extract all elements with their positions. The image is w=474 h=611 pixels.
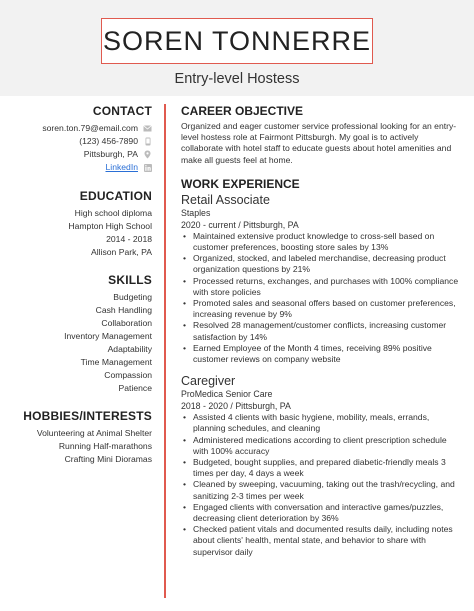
- skill-item: Budgeting: [113, 292, 152, 302]
- bullet-item: • Assisted 4 clients with basic hygiene, mobility, meals, errands, planning schedules, and cleaning: [193, 412, 461, 434]
- bullet-item: • Budgeted, bought supplies, and prepared diabetic-friendly meals 3 times per day, 4 days a week: [193, 457, 461, 479]
- bullet-item: • Maintained extensive product knowledge to cross-sell based on customer preferences, boosting store sales by 13%: [193, 231, 461, 253]
- education-heading: EDUCATION: [79, 189, 152, 203]
- linkedin-icon: [143, 163, 152, 172]
- candidate-name: SOREN TONNERRE: [102, 25, 372, 56]
- skill-item: Patience: [118, 383, 152, 393]
- job-company: ProMedica Senior Care: [181, 389, 273, 400]
- hobby-item: Running Half-marathons: [58, 441, 152, 451]
- job-entry: [181, 374, 461, 558]
- job-location: Pittsburgh, PA: [235, 401, 291, 412]
- phone-icon: [143, 137, 152, 146]
- bullet-item: • Earned Employee of the Month 4 times, receiving 89% positive customer reviews on company website: [193, 343, 461, 365]
- contact-heading: CONTACT: [92, 104, 152, 118]
- phone-text: (123) 456-7890: [79, 136, 138, 146]
- job-bullets: [181, 231, 461, 365]
- education-degree: High school diploma: [74, 208, 152, 218]
- education-location: Allison Park, PA: [91, 247, 152, 257]
- job-company: Staples: [181, 207, 211, 218]
- skill-item: Cash Handling: [95, 305, 152, 315]
- bullet-item: • Cleaned by sweeping, vacuuming, taking out the trash/recycling, and sanitizing 2-3 times per week: [193, 479, 461, 501]
- contact-email: [0, 122, 152, 135]
- bullet-item: • Checked patient vitals and documented results daily, including notes about clients' health, mental state, and behavior to share with supervisor daily: [193, 524, 461, 558]
- skill-item: Adaptability: [107, 344, 152, 354]
- email-text: soren.ton.79@email.com: [42, 123, 138, 133]
- skills-heading: SKILLS: [108, 273, 152, 287]
- job-bullets: [181, 412, 461, 558]
- skill-item: Collaboration: [101, 318, 152, 328]
- bullet-item: • Engaged clients with conversation and interactive games/puzzles, decreasing client deterioration by 36%: [193, 502, 461, 524]
- experience-heading: WORK EXPERIENCE: [181, 176, 300, 191]
- bullet-item: • Promoted sales and seasonal offers based on customer preferences, increasing revenue by 9%: [193, 298, 461, 320]
- contact-phone: [0, 135, 152, 148]
- bullet-item: • Resolved 28 management/customer conflicts, increasing customer satisfaction by 14%: [193, 320, 461, 342]
- name-box: [101, 18, 373, 64]
- job-dates-location: 2018 - 2020 / Pittsburgh, PA: [181, 401, 291, 412]
- envelope-icon: [143, 124, 152, 133]
- objective-heading: CAREER OBJECTIVE: [181, 104, 304, 118]
- linkedin-link[interactable]: LinkedIn: [105, 162, 138, 172]
- job-title: Retail Associate: [181, 192, 270, 207]
- right-column: [181, 104, 461, 558]
- column-divider: [164, 104, 166, 598]
- hobby-item: Volunteering at Animal Shelter: [36, 428, 152, 438]
- map-pin-icon: [143, 150, 152, 159]
- job-dates: 2020 - current: [181, 219, 236, 230]
- education-years: 2014 - 2018: [106, 234, 152, 244]
- bullet-item: • Administered medications according to client prescription schedule with 100% accuracy: [193, 435, 461, 457]
- job-title: Entry-level Hostess: [174, 71, 300, 87]
- contact-linkedin: [0, 161, 152, 174]
- job-dates-location: 2020 - current / Pittsburgh, PA: [181, 219, 299, 230]
- left-column: [0, 104, 158, 466]
- skill-item: Inventory Management: [64, 331, 152, 341]
- job-title: Caregiver: [181, 374, 236, 389]
- job-dates: 2018 - 2020: [181, 401, 228, 412]
- objective-text: Organized and eager customer service professional looking for an entry-level hostess role at Fairmont Pittsburgh. My goal is to actively collaborate with hotel staff to educate guests about hotel amenities and make all guests feel at home.: [181, 121, 457, 165]
- education-school: Hampton High School: [68, 221, 152, 231]
- bullet-item: • Organized, stocked, and labeled merchandise, decreasing product organization questions by 21%: [193, 253, 461, 275]
- skill-item: Time Management: [80, 357, 152, 367]
- job-entry: [181, 193, 461, 365]
- hobby-item: Crafting Mini Dioramas: [64, 454, 152, 464]
- bullet-item: • Processed returns, exchanges, and purchases with 100% compliance with store policies: [193, 276, 461, 298]
- skill-item: Compassion: [104, 370, 152, 380]
- location-text: Pittsburgh, PA: [83, 149, 138, 159]
- job-location: Pittsburgh, PA: [243, 219, 299, 230]
- hobbies-heading: HOBBIES/INTERESTS: [23, 409, 152, 423]
- contact-location: [0, 148, 152, 161]
